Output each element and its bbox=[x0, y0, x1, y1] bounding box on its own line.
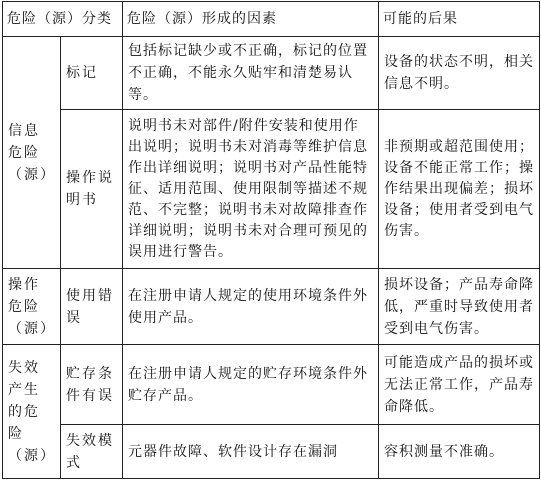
consequences-cell: 容积测量不准确。 bbox=[379, 425, 540, 479]
header-row bbox=[3, 2, 540, 37]
factors-cell: 在注册申请人规定的贮存环境条件外贮存产品。 bbox=[123, 345, 379, 425]
consequences-cell: 可能造成产品的损坏或无法正常工作，产品寿命降低。 bbox=[379, 345, 540, 425]
header-consequences: 可能的后果 bbox=[379, 2, 540, 37]
factors-cell: 元器件故障、软件设计存在漏洞 bbox=[123, 425, 379, 479]
header-category: 危险（源）分类 bbox=[3, 2, 123, 37]
factors-cell: 在注册申请人规定的使用环境条件外使用产品。 bbox=[123, 269, 379, 345]
subcategory-cell-manual: 操作说明书 bbox=[61, 110, 123, 269]
subcategory-cell-label: 标记 bbox=[61, 37, 123, 110]
category-cell-failure-hazard: 失效产生的危险（源） bbox=[3, 345, 61, 479]
header-factors: 危险（源）形成的因素 bbox=[123, 2, 379, 37]
subcategory-cell-use-error: 使用错误 bbox=[61, 269, 123, 345]
table-row bbox=[3, 110, 540, 269]
factors-cell: 包括标记缺少或不正确，标记的位置不正确，不能永久贴牢和清楚易认等。 bbox=[123, 37, 379, 110]
table-row bbox=[3, 425, 540, 479]
consequences-cell: 设备的状态不明，相关信息不明。 bbox=[379, 37, 540, 110]
category-cell-operation-hazard: 操作危险（源） bbox=[3, 269, 61, 345]
subcategory-cell-failure-mode: 失效模式 bbox=[61, 425, 123, 479]
table-row bbox=[3, 37, 540, 110]
hazard-table bbox=[2, 1, 540, 479]
table-row bbox=[3, 269, 540, 345]
consequences-cell: 损坏设备；产品寿命降低，严重时导致使用者受到电气伤害。 bbox=[379, 269, 540, 345]
factors-cell: 说明书未对部件/附件安装和使用作出说明；说明书未对消毒等维护信息作出详细说明；说明书对产品性能特征、适用范围、使用限制等描述不规范、不完整；说明书未对故障排查作详细说明；说明书未对合理可预见的误用进行警告。 bbox=[123, 110, 379, 269]
subcategory-cell-storage-error: 贮存条件有误 bbox=[61, 345, 123, 425]
table-row bbox=[3, 345, 540, 425]
category-cell-info-hazard: 信息危险（源） bbox=[3, 37, 61, 269]
consequences-cell: 非预期或超范围使用；设备不能正常工作；操作结果出现偏差；损坏设备；使用者受到电气伤害。 bbox=[379, 110, 540, 269]
